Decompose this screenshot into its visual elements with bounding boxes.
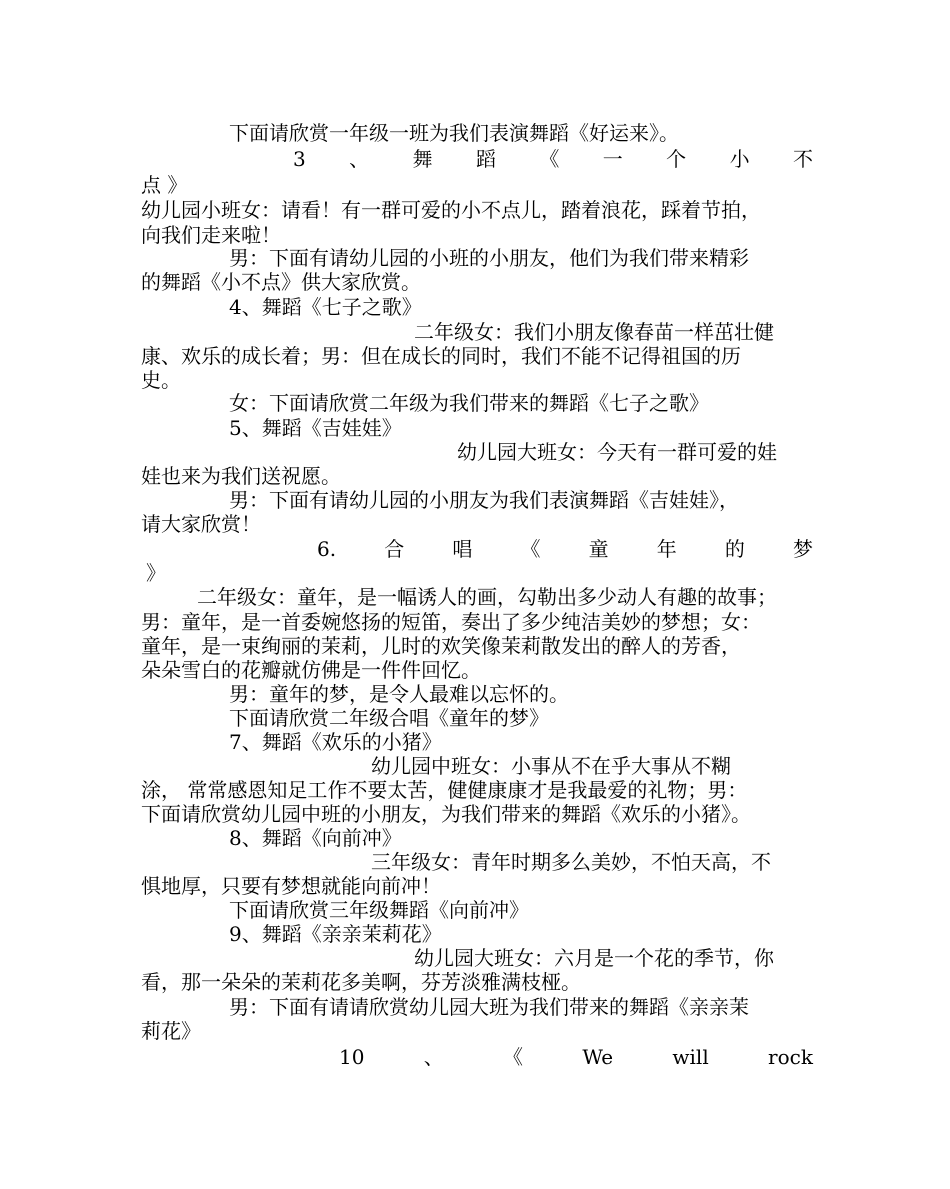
heading-token: 童 <box>588 537 609 561</box>
heading-token: 、 <box>349 147 370 171</box>
heading-token: 梦 <box>792 537 813 561</box>
section-heading-5: 5、舞蹈《吉娃娃》 <box>229 416 402 440</box>
paragraph-line: 惧地厚，只要有梦想就能向前冲！ <box>141 874 441 898</box>
paragraph-line: 幼儿园大班女：六月是一个花的季节，你 <box>414 946 774 970</box>
heading-token: 6. <box>317 537 337 561</box>
paragraph-line: 请大家欣赏！ <box>141 512 261 536</box>
section-heading-10 <box>339 1045 813 1070</box>
heading-token: 《 <box>503 1045 524 1069</box>
heading-token: 一 <box>602 147 623 171</box>
paragraph-line: 男：童年，是一首委婉悠扬的短笛，奏出了多少纯洁美妙的梦想；女： <box>141 610 761 634</box>
paragraph-line: 下面请欣赏三年级舞蹈《向前冲》 <box>229 898 529 922</box>
paragraph-line: 幼儿园中班女：小事从不在乎大事从不糊 <box>371 754 731 778</box>
section-heading-8: 8、舞蹈《向前冲》 <box>229 826 402 850</box>
heading-token: 个 <box>666 147 687 171</box>
heading-token: We <box>582 1045 614 1069</box>
heading-token: 《 <box>539 147 560 171</box>
heading-token: 蹈 <box>475 147 496 171</box>
section-heading-9: 9、舞蹈《亲亲茉莉花》 <box>229 922 442 946</box>
paragraph-line: 男：童年的梦，是令人最难以忘怀的。 <box>229 682 569 706</box>
heading-token: 《 <box>520 537 541 561</box>
heading-tail: 》 <box>146 561 166 585</box>
paragraph-line: 男：下面有请幼儿园的小朋友为我们表演舞蹈《吉娃娃》， <box>229 488 739 512</box>
heading-token: 年 <box>656 537 677 561</box>
paragraph-line: 童年，是一束绚丽的茉莉，儿时的欢笑像茉莉散发出的醉人的芳香， <box>141 634 741 658</box>
paragraph-line: 涂， 常常感恩知足工作不要太苦，健健康康才是我最爱的礼物；男： <box>141 778 748 802</box>
paragraph-line: 二年级女：我们小朋友像春苗一样茁壮健 <box>414 320 774 344</box>
heading-token: rock <box>768 1045 813 1069</box>
paragraph-line: 莉花》 <box>141 1019 201 1043</box>
paragraph-line: 幼儿园大班女：今天有一群可爱的娃 <box>457 440 777 464</box>
heading-token: 3 <box>293 147 306 171</box>
paragraph-line: 女：下面请欣赏二年级为我们带来的舞蹈《七子之歌》 <box>229 391 709 415</box>
heading-token: 小 <box>729 147 750 171</box>
paragraph-line: 二年级女：童年，是一幅诱人的画，勾勒出多少动人有趣的故事； <box>197 585 777 609</box>
section-heading-7: 7、舞蹈《欢乐的小猪》 <box>229 730 442 754</box>
heading-token: 唱 <box>452 537 473 561</box>
paragraph-line: 幼儿园小班女：请看！有一群可爱的小不点儿，踏着浪花，踩着节拍， <box>141 198 761 222</box>
heading-token: will <box>672 1045 709 1069</box>
paragraph-line: 向我们走来啦！ <box>141 223 281 247</box>
paragraph-line: 三年级女：青年时期多么美妙，不怕天高，不 <box>371 850 771 874</box>
paragraph-line: 康、欢乐的成长着；男：但在成长的同时，我们不能不记得祖国的历 <box>141 344 741 368</box>
heading-token: 合 <box>384 537 405 561</box>
paragraph-line: 看，那一朵朵的茉莉花多美啊，芬芳淡雅满枝桠。 <box>141 970 581 994</box>
paragraph-line: 下面请欣赏幼儿园中班的小朋友，为我们带来的舞蹈《欢乐的小猪》。 <box>141 802 751 826</box>
heading-token: 的 <box>724 537 745 561</box>
paragraph-line: 下面请欣赏二年级合唱《童年的梦》 <box>229 706 549 730</box>
heading-tail: 点 》 <box>141 173 188 197</box>
paragraph-line: 朵朵雪白的花瓣就仿佛是一件件回忆。 <box>141 658 481 682</box>
paragraph-line: 的舞蹈《小不点》供大家欣赏。 <box>141 270 421 294</box>
heading-token: 10 <box>339 1045 365 1069</box>
paragraph-line: 史。 <box>141 368 181 392</box>
paragraph-line: 娃也来为我们送祝愿。 <box>141 464 341 488</box>
section-heading-4: 4、舞蹈《七子之歌》 <box>229 295 422 319</box>
paragraph-line: 男：下面有请幼儿园的小班的小朋友，他们为我们带来精彩 <box>229 246 749 270</box>
section-heading-3 <box>293 147 813 172</box>
paragraph-line: 男：下面有请请欣赏幼儿园大班为我们带来的舞蹈《亲亲茉 <box>229 995 749 1019</box>
heading-token: 、 <box>423 1045 444 1069</box>
paragraph-line: 下面请欣赏一年级一班为我们表演舞蹈《好运来》。 <box>229 121 679 145</box>
section-heading-6 <box>317 537 813 562</box>
heading-token: 舞 <box>412 147 433 171</box>
heading-token: 不 <box>792 147 813 171</box>
